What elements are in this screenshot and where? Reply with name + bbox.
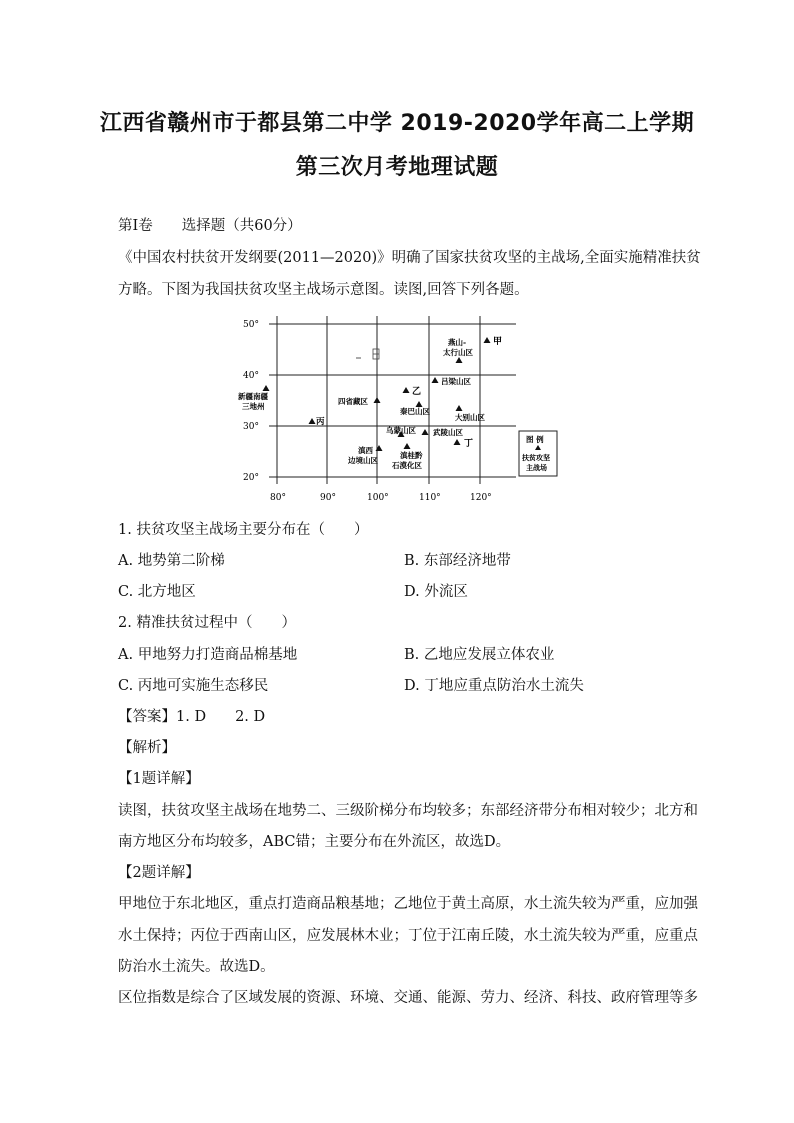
marker-triangle xyxy=(422,429,429,435)
question-1-option-d: D. 外流区 xyxy=(404,584,468,600)
lat-label-50: 50° xyxy=(243,320,259,330)
question-2-option-d: D. 丁地应重点防治水土流失 xyxy=(404,678,584,694)
document-title-line2: 第三次月考地理试题 xyxy=(295,155,499,180)
scan-mark-glyph xyxy=(373,349,379,359)
legend-label-1: 扶贫攻坚 xyxy=(522,453,550,462)
analysis-header: 【解析】 xyxy=(118,740,176,756)
poverty-map-figure xyxy=(234,312,564,507)
marker-triangle xyxy=(403,387,410,393)
label-dabie: 大别山区 xyxy=(455,413,485,422)
map-grid xyxy=(269,316,516,484)
q2-detail-line1: 甲地位于东北地区，重点打造商品粮基地；乙地位于黄土高原，水土流失较为严重，应加强 xyxy=(118,896,698,912)
label-dianxi-1: 滇西 xyxy=(358,446,373,455)
answer-line: 【答案】1. D 2. D xyxy=(118,709,266,725)
label-wumeng: 乌蒙山区 xyxy=(386,426,416,435)
label-lvliang: 吕梁山区 xyxy=(441,377,471,386)
question-1-stem: 1. 扶贫攻坚主战场主要分布在（ ） xyxy=(118,522,369,538)
label-xinjiang-1: 新疆南疆 xyxy=(238,392,268,401)
question-2-option-b: B. 乙地应发展立体农业 xyxy=(404,647,555,663)
label-ding: 丁 xyxy=(464,439,474,449)
trailing-paragraph-line: 区位指数是综合了区域发展的资源、环境、交通、能源、劳力、经济、科技、政府管理等多 xyxy=(118,990,698,1006)
lon-label-120: 120° xyxy=(470,493,492,503)
legend-title: 图 例 xyxy=(526,435,544,444)
q1-detail-line1: 读图，扶贫攻坚主战场在地势二、三级阶梯分布均较多；东部经济带分布相对较少；北方和 xyxy=(118,803,698,819)
question-1-option-a: A. 地势第二阶梯 xyxy=(118,553,225,569)
label-wuling: 武陵山区 xyxy=(433,428,463,437)
marker-triangle xyxy=(456,357,463,363)
marker-triangle xyxy=(263,385,270,391)
label-dianguiqian-2: 石漠化区 xyxy=(392,461,422,470)
intro-line1: 《中国农村扶贫开发纲要(2011—2020)》明确了国家扶贫攻坚的主战场,全面实施精准扶贫 xyxy=(118,250,701,266)
q2-detail-line2: 水土保持；丙位于西南山区，应发展林木业；丁位于江南丘陵，水土流失较为严重，应重点 xyxy=(118,928,698,944)
question-2-option-c: C. 丙地可实施生态移民 xyxy=(118,678,269,694)
marker-triangle xyxy=(374,397,381,403)
question-2-stem: 2. 精准扶贫过程中（ ） xyxy=(118,615,296,631)
q1-detail-line2: 南方地区分布均较多，ABC错；主要分布在外流区，故选D。 xyxy=(118,834,511,850)
label-yanshan-1: 燕山- xyxy=(448,338,467,347)
section-header: 第Ⅰ卷 选择题（共60分） xyxy=(118,218,302,234)
q2-detail-line3: 防治水土流失。故选D。 xyxy=(118,959,275,975)
marker-triangle xyxy=(456,405,463,411)
label-qinba: 秦巴山区 xyxy=(400,407,430,416)
question-1-option-c: C. 北方地区 xyxy=(118,584,196,600)
map-legend xyxy=(519,431,557,476)
legend-label-2: 主战场 xyxy=(526,463,547,472)
q1-detail-header: 【1题详解】 xyxy=(118,771,200,787)
label-jia: 甲 xyxy=(493,337,503,347)
label-dianxi-2: 边境山区 xyxy=(348,456,378,465)
label-yi: 乙 xyxy=(412,387,422,397)
intro-line2: 方略。下图为我国扶贫攻坚主战场示意图。读图,回答下列各题。 xyxy=(118,282,529,298)
label-bing: 丙 xyxy=(316,417,325,427)
q2-detail-header: 【2题详解】 xyxy=(118,865,200,881)
lon-label-90: 90° xyxy=(320,493,336,503)
marker-triangle xyxy=(454,439,461,445)
marker-triangle xyxy=(309,418,316,424)
lat-label-20: 20° xyxy=(243,473,259,483)
marker-triangle xyxy=(432,377,439,383)
question-2-option-a: A. 甲地努力打造商品棉基地 xyxy=(118,647,298,663)
marker-triangle xyxy=(404,443,411,449)
question-1-option-b: B. 东部经济地带 xyxy=(404,553,511,569)
label-xinjiang-2: 三地州 xyxy=(242,402,265,411)
lat-label-30: 30° xyxy=(243,422,259,432)
lon-label-110: 110° xyxy=(419,493,441,503)
document-title-line1: 江西省赣州市于都县第二中学 2019-2020学年高二上学期 xyxy=(99,111,695,136)
lon-label-80: 80° xyxy=(270,493,286,503)
label-yanshan-2: 太行山区 xyxy=(443,348,473,357)
lon-label-100: 100° xyxy=(367,493,389,503)
label-dianguiqian-1: 滇桂黔 xyxy=(400,451,423,460)
label-sisheng: 四省藏区 xyxy=(338,397,368,406)
lat-label-40: 40° xyxy=(243,371,259,381)
marker-triangle xyxy=(484,337,491,343)
